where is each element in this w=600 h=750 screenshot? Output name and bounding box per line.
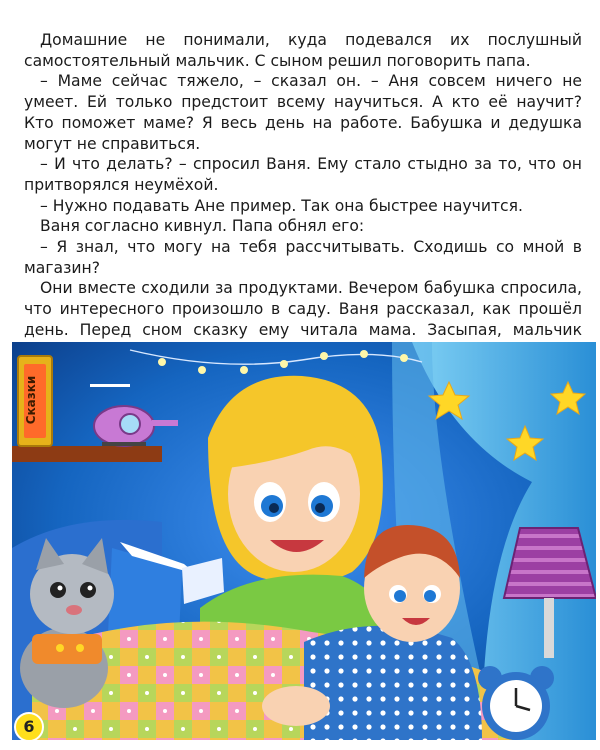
boy-pajamas	[304, 626, 482, 740]
paragraph: Они вместе сходили за продуктами. Вечером бабушка спросила, что интересного произошло в саду. Ваня рассказал, как прошёл день. Перед сном сказку ему читала мама. Засыпая, мальчик	[24, 279, 582, 339]
book-spine-title: Сказки	[24, 375, 38, 425]
boy-eye	[424, 590, 436, 602]
paragraph: Ваня согласно кивнул. Папа обнял его:	[40, 217, 365, 236]
paragraph: – Маме сейчас тяжело, – сказал он. – Аня совсем ничего не умеет. Ей только предстоит всему научиться. А кто её научит? Кто поможет маме? Я весь день на работе. Бабушка и дедушка могут не справиться.	[24, 72, 582, 153]
paragraph: – Я знал, что могу на тебя рассчитывать. Сходишь со мной в магазин?	[24, 238, 582, 277]
shelf	[12, 446, 162, 462]
bedtime-story-illustration	[12, 342, 596, 740]
story-text	[24, 30, 582, 382]
paragraph: Домашние не понимали, куда подевался их послушный самостоятельный мальчик. С сыном решил поговорить папа.	[24, 31, 582, 70]
paragraph: – И что делать? – спросил Ваня. Ему стало стыдно за то, что он притворялся неумёхой.	[24, 155, 582, 194]
fairy-tale-book	[18, 356, 52, 446]
paragraph: – Нужно подавать Ане пример. Так она быстрее научится.	[40, 196, 523, 215]
mom-hand	[262, 686, 330, 726]
page-number: 6	[14, 712, 44, 742]
boy-eye	[394, 590, 406, 602]
